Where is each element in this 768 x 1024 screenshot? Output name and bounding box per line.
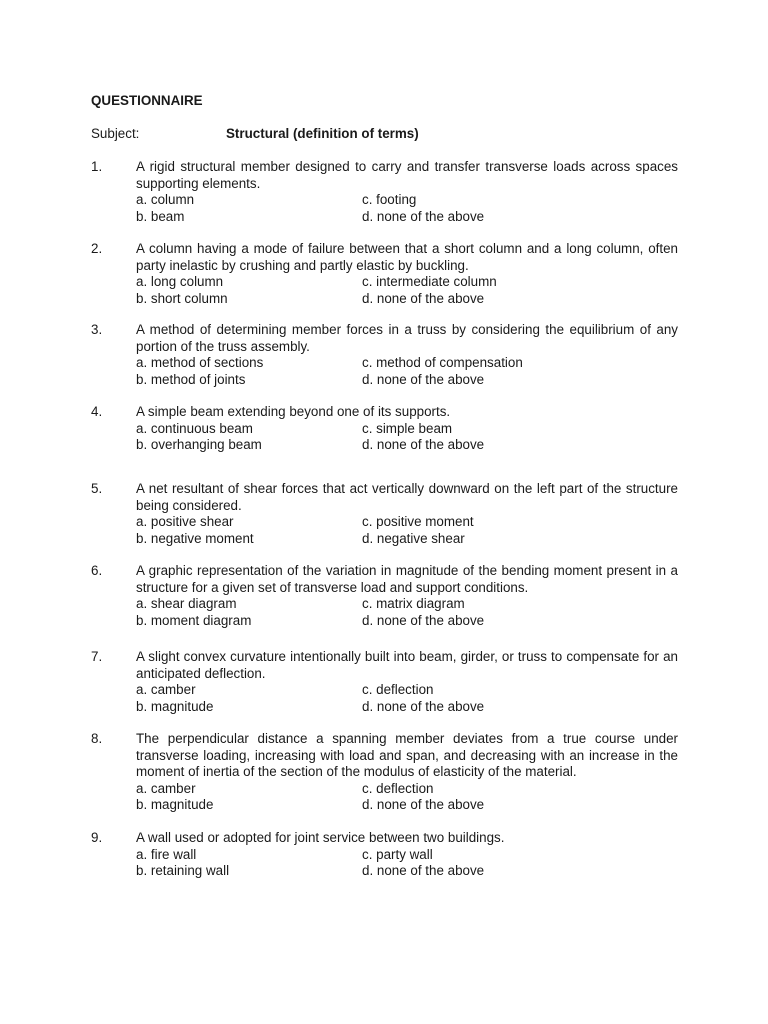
option-a: a. long column bbox=[136, 274, 224, 289]
option-a: a. shear diagram bbox=[136, 596, 237, 611]
question-7 bbox=[91, 649, 678, 715]
question-2 bbox=[91, 241, 678, 307]
option-c: c. intermediate column bbox=[362, 274, 497, 289]
question-text: A column having a mode of failure between that a short column and a long column, often party inelastic by crushing and partly elastic by buckling. bbox=[136, 241, 678, 273]
option-b: b. retaining wall bbox=[136, 863, 230, 878]
option-c: c. deflection bbox=[362, 682, 434, 697]
question-text: A graphic representation of the variation in magnitude of the bending moment present in a structure for a given set of transverse load and support conditions. bbox=[136, 563, 678, 595]
question-text: A simple beam extending beyond one of its supports. bbox=[136, 404, 451, 419]
question-number: 2. bbox=[91, 241, 103, 256]
option-b: b. short column bbox=[136, 290, 228, 306]
question-number: 7. bbox=[91, 649, 103, 664]
answer-options bbox=[136, 355, 678, 388]
question-4 bbox=[91, 404, 678, 454]
option-a: a. method of sections bbox=[136, 355, 264, 370]
question-3 bbox=[91, 322, 678, 388]
option-b: b. overhanging beam bbox=[136, 437, 262, 452]
option-b: b. method of joints bbox=[136, 371, 246, 387]
question-text: A slight convex curvature intentionally built into beam, girder, or truss to compensate for an anticipated deflection. bbox=[136, 649, 678, 681]
option-c: c. method of compensation bbox=[362, 355, 523, 370]
question-number: 6. bbox=[91, 563, 103, 578]
option-d: d. none of the above bbox=[362, 208, 485, 224]
option-b: b. beam bbox=[136, 208, 185, 224]
option-d: d. none of the above bbox=[362, 371, 485, 387]
subject-label: Subject: bbox=[91, 126, 140, 141]
option-d: d. negative shear bbox=[362, 530, 465, 546]
question-text: A method of determining member forces in a truss by considering the equilibrium of any portion of the truss assembly. bbox=[136, 322, 678, 354]
option-c: c. matrix diagram bbox=[362, 596, 465, 611]
option-b: b. negative moment bbox=[136, 530, 254, 546]
question-text: A wall used or adopted for joint service between two buildings. bbox=[136, 830, 505, 845]
question-number: 5. bbox=[91, 481, 103, 496]
option-b: b. magnitude bbox=[136, 797, 214, 812]
question-number: 3. bbox=[91, 322, 103, 337]
document-title: QUESTIONNAIRE bbox=[91, 93, 203, 108]
option-a: a. camber bbox=[136, 682, 196, 697]
question-8 bbox=[91, 731, 678, 814]
option-c: c. party wall bbox=[362, 846, 433, 862]
question-text: The perpendicular distance a spanning member deviates from a true course under transverse loading, increasing with load and span, and decreasing with an increase in the moment of inertia of the section of the modulus of elasticity of the material. bbox=[136, 731, 678, 779]
answer-options bbox=[136, 274, 678, 307]
option-d: d. none of the above bbox=[362, 290, 485, 306]
question-number: 8. bbox=[91, 731, 103, 746]
option-a: a. fire wall bbox=[136, 846, 197, 862]
option-d: d. none of the above bbox=[362, 863, 485, 878]
answer-options bbox=[136, 596, 678, 629]
option-a: a. continuous beam bbox=[136, 420, 253, 436]
option-b: b. moment diagram bbox=[136, 612, 252, 628]
option-d: d. none of the above bbox=[362, 698, 485, 714]
question-9 bbox=[91, 830, 678, 880]
answer-options bbox=[136, 514, 678, 547]
option-a: a. camber bbox=[136, 780, 196, 796]
answer-options bbox=[136, 421, 678, 454]
subject-value: Structural (definition of terms) bbox=[226, 126, 419, 141]
option-c: c. simple beam bbox=[362, 420, 453, 436]
option-b: b. magnitude bbox=[136, 698, 214, 714]
answer-options bbox=[136, 847, 678, 880]
question-number: 4. bbox=[91, 404, 103, 419]
answer-options bbox=[136, 781, 678, 814]
option-a: a. positive shear bbox=[136, 514, 234, 529]
option-c: c. deflection bbox=[362, 780, 434, 796]
question-6 bbox=[91, 563, 678, 629]
option-c: c. footing bbox=[362, 192, 417, 207]
option-d: d. none of the above bbox=[362, 437, 485, 452]
question-text: A rigid structural member designed to carry and transfer transverse loads across spaces supporting elements. bbox=[136, 159, 678, 191]
answer-options bbox=[136, 682, 678, 715]
question-number: 9. bbox=[91, 830, 103, 845]
option-c: c. positive moment bbox=[362, 514, 474, 529]
option-d: d. none of the above bbox=[362, 612, 485, 628]
question-number: 1. bbox=[91, 159, 103, 174]
option-d: d. none of the above bbox=[362, 797, 485, 812]
option-a: a. column bbox=[136, 192, 195, 207]
question-1 bbox=[91, 159, 678, 225]
question-5 bbox=[91, 481, 678, 547]
question-text: A net resultant of shear forces that act vertically downward on the left part of the structure being considered. bbox=[136, 481, 678, 513]
answer-options bbox=[136, 192, 678, 225]
